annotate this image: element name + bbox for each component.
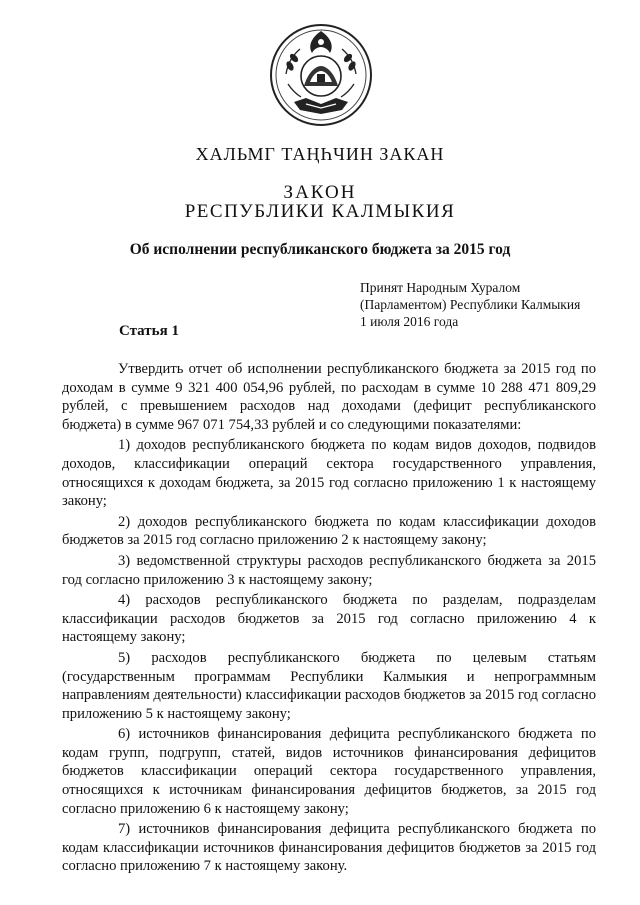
- list-item: 3) ведомственной структуры расходов республиканского бюджета за 2015 год согласно приложению 3 к настоящему закону;: [62, 552, 596, 588]
- list-item: 4) расходов республиканского бюджета по разделам, подразделам классификации расходов бюджетов за 2015 год согласно приложению 4 к настоящему закону;: [62, 592, 596, 646]
- kalmyk-law-title: ХАЛЬМГ ТАҢҺЧИН ЗАКАН: [195, 144, 445, 164]
- article-heading: Статья 1: [119, 323, 179, 339]
- republic-name-heading: РЕСПУБЛИКИ КАЛМЫКИЯ: [184, 201, 456, 222]
- republic-emblem-icon: [268, 22, 374, 128]
- list-item: 1) доходов республиканского бюджета по кодам видов доходов, подвидов доходов, классификации операций сектора государственного управления, относящихся к доходам бюджета, за 2015 год согласно приложению 1 к настоящему закону;: [62, 437, 596, 510]
- adoption-line-1: Принят Народным Хуралом: [360, 280, 521, 295]
- article-intro: Утвердить отчет об исполнении республиканского бюджета за 2015 год по доходам в сумме 9 321 400 054,96 рублей, по расходам в сумме 10 288 471 809,29 рублей, с превышением расходов над доходами (дефицит республиканского бюджета) в сумме 967 071 754,33 рублей и со следующими показателями:: [62, 361, 596, 433]
- law-heading: ЗАКОН: [283, 182, 357, 203]
- list-item: 5) расходов республиканского бюджета по целевым статьям (государственным программам Республики Калмыкия и непрограммным направлениям деятельности) классификации расходов бюджетов за 2015 год согласно приложению 5 к настоящему закону;: [62, 649, 596, 722]
- list-item: 2) доходов республиканского бюджета по кодам классификации доходов бюджетов за 2015 год согласно приложению 2 к настоящему закону;: [62, 513, 596, 549]
- list-item: 6) источников финансирования дефицита республиканского бюджета по кодам групп, подгрупп, статей, видов источников финансирования дефицитов бюджетов классификации операций сектора государственного управления, относящихся к источникам финансирования дефицитов бюджетов, за 2015 год согласно приложению 6 к настоящему закону;: [62, 726, 596, 817]
- adoption-line-2: (Парламентом) Республики Калмыкия: [360, 297, 581, 312]
- adoption-date: 1 июля 2016 года: [360, 314, 459, 329]
- list-item: 7) источников финансирования дефицита республиканского бюджета по кодам классификации источников финансирования дефицитов бюджетов за 2015 год согласно приложению 7 к настоящему закону.: [62, 821, 596, 875]
- adoption-note: [360, 279, 580, 330]
- article-body: [62, 360, 596, 878]
- document-title: Об исполнении республиканского бюджета за 2015 год: [129, 241, 511, 258]
